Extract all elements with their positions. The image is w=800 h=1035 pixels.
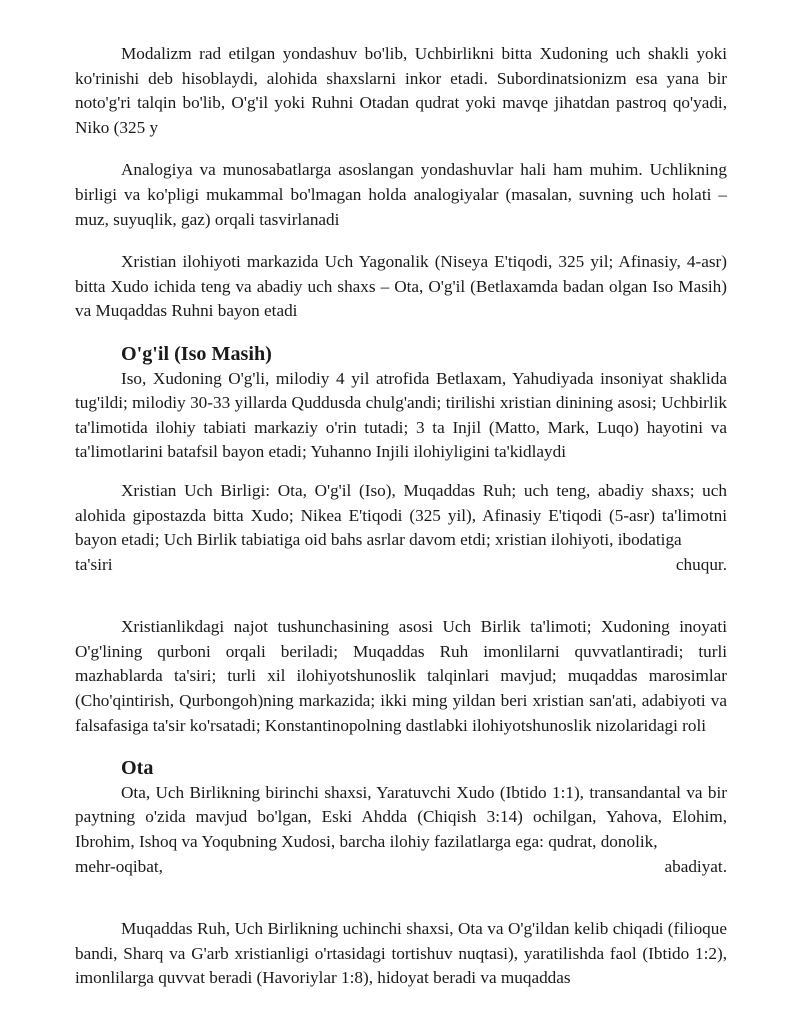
last-line-left: mehr-oqibat, — [75, 856, 163, 876]
last-line-right: chuqur. — [675, 554, 727, 574]
paragraph-gap — [75, 465, 727, 479]
paragraph-gap — [75, 879, 727, 917]
heading-son: O'g'il (Iso Masih) — [121, 342, 272, 365]
paragraph-gap — [75, 232, 727, 250]
paragraph-trinity-center: Xristian ilohiyoti markazida Uch Yagonalik (Niseya E'tiqodi, 325 yil; Afinasiy, 4-asr) bitta Xudo ichida teng va abadiy uch shaxs – Ota, O'g'il (Betlaxamda badan olgan Iso Masih) va Muqaddas Ruhni bayon etadi — [75, 252, 727, 321]
paragraph-analogy: Analogiya va munosabatlarga asoslangan yondashuvlar hali ham muhim. Uchlikning birligi va ko'pligi mukammal bo'lmagan holda analogiyalar (masalan, suvning uch holati – muz, suyuqlik, gaz) orqali tasvirlanadi — [75, 160, 727, 229]
paragraph-father-text: Ota, Uch Birlikning birinchi shaxsi, Yaratuvchi Xudo (Ibtido 1:1), transandantal va bir paytning o'zida mavjud bo'lgan, Eski Ahdda (Chiqish 3:14) ochilgan, Yahova, Elohim, Ibrohim, Ishoq va Yoqubning Xudosi, barcha ilohiy fazilatlarga ega: qudrat, donolik, — [75, 782, 727, 852]
paragraph-trinity-summary-text: Xristian Uch Birligi: Ota, O'g'il (Iso), Muqaddas Ruh; uch teng, abadiy shaxs; uch alohida gipostazda bitta Xudo; Nikea E'tiqodi (325 yil), Afinasiy E'tiqodi (5-asr) ta'limotni bayon etadi; Uch Birlik tabiatiga oid bahs asrlar davom etdi; xristian ilohiyoti, ibodatiga — [75, 480, 727, 550]
last-line-left: ta'siri — [75, 554, 113, 574]
paragraph-gap — [75, 738, 727, 756]
paragraph-son: Iso, Xudoning O'g'li, milodiy 4 yil atrofida Betlaxam, Yahudiyada insoniyat shaklida tug'ildi; milodiy 30-33 yillarda Quddusda chulg'andi; tirilishi xristian dinining asosi; Uchbirlik ta'limotida ilohiy tabiati markaziy o'rin tutadi; 3 ta Injil (Matto, Mark, Luqo) hayotini va ta'limotlarini batafsil bayon etadi; Yuhanno Injili ilohiyligini ta'kidlaydi — [75, 368, 727, 462]
paragraph-gap — [75, 140, 727, 158]
paragraph-modalism: Modalizm rad etilgan yondashuv bo'lib, Uchbirlikni bitta Xudoning uch shakli yoki ko'rinishi deb hisoblaydi, alohida shaxslarni inkor etadi. Subordinatsionizm esa yana bir noto'g'ri talqin bo'lib, O'g'il yoki Ruhni Otadan qudrat yoki mavqe jihatdan pastroq qo'yadi, Niko (325 y — [75, 44, 727, 137]
last-line-right: abadiyat. — [664, 856, 727, 876]
paragraph-trinity-summary-last-line — [75, 553, 727, 578]
heading-father: Ota — [121, 757, 154, 780]
paragraph-holy-spirit: Muqaddas Ruh, Uch Birlikning uchinchi shaxsi, Ota va O'g'ildan kelib chiqadi (filioque bandi, Sharq va G'arb xristianligi o'rtasidagi tortishuv nuqtasi), yaratilishda faol (Ibtido 1:2), imonlilarga quvvat beradi (Havoriylar 1:8), hidoyat beradi va muqaddas — [75, 919, 727, 988]
paragraph-salvation: Xristianlikdagi najot tushunchasining asosi Uch Birlik ta'limoti; Xudoning inoyati O'g'lining qurboni orqali beriladi; Muqaddas Ruh imonlilarni quvvatlantiradi; turli mazhablarda ta'siri; turli xil ilohiyotshunoslik talqinlari mavjud; muqaddas marosimlar (Cho'qintirish, Qurbongoh)ning markazida; ikki ming yildan beri xristian san'ati, adabiyoti va falsafasiga ta'sir ko'rsatadi; Konstantinopolning dastlabki ilohiyotshunoslik nizolaridagi roli — [75, 617, 727, 735]
paragraph-gap — [75, 577, 727, 615]
document-page — [75, 42, 727, 991]
paragraph-gap — [75, 324, 727, 342]
paragraph-father — [75, 781, 727, 879]
paragraph-trinity-summary — [75, 479, 727, 577]
paragraph-father-last-line — [75, 855, 727, 880]
